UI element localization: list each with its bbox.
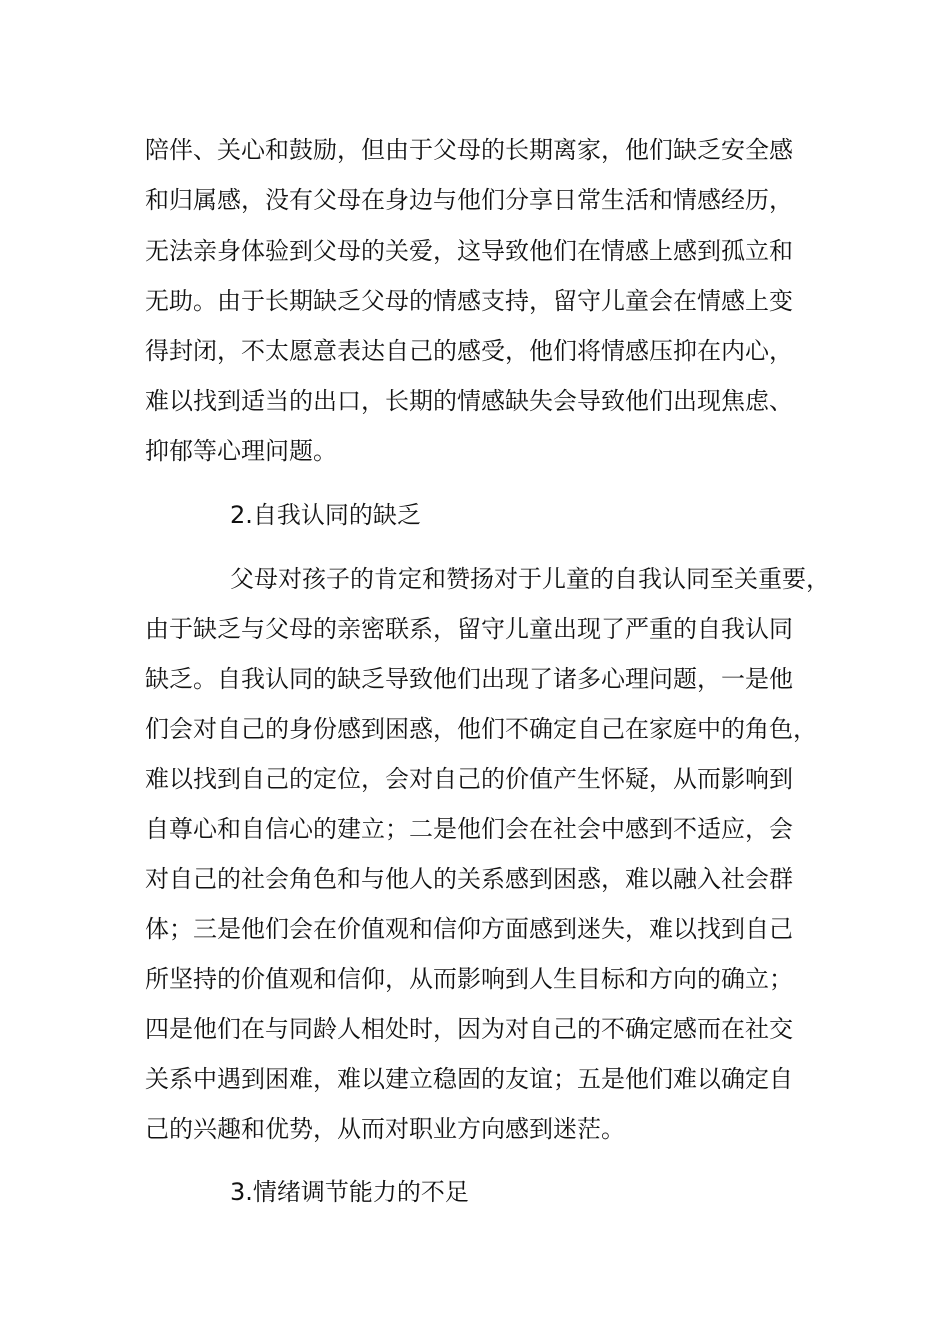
paragraph-line: 难以找到自己的定位，会对自己的价值产生怀疑，从而影响到 [145,765,793,793]
paragraph-line: 和归属感，没有父母在身边与他们分享日常生活和情感经历， [145,186,793,214]
paragraph-line: 父母对孩子的肯定和赞扬对于儿童的自我认同至关重要， [230,565,830,593]
paragraph-line: 由于缺乏与父母的亲密联系，留守儿童出现了严重的自我认同 [145,615,793,643]
paragraph-line: 得封闭，不太愿意表达自己的感受，他们将情感压抑在内心， [145,337,793,365]
paragraph-line: 己的兴趣和优势，从而对职业方向感到迷茫。 [145,1115,625,1143]
paragraph-line: 缺乏。自我认同的缺乏导致他们出现了诸多心理问题，一是他 [145,665,793,693]
paragraph-line: 难以找到适当的出口，长期的情感缺失会导致他们出现焦虑、 [145,387,793,415]
paragraph-line: 们会对自己的身份感到困惑，他们不确定自己在家庭中的角色， [145,715,817,743]
paragraph-line: 陪伴、关心和鼓励，但由于父母的长期离家，他们缺乏安全感 [145,136,793,164]
paragraph-line: 自尊心和自信心的建立；二是他们会在社会中感到不适应，会 [145,815,793,843]
section-heading-3: 3.情绪调节能力的不足 [230,1178,469,1206]
paragraph-line: 抑郁等心理问题。 [145,437,337,465]
paragraph-line: 四是他们在与同龄人相处时，因为对自己的不确定感而在社交 [145,1015,793,1043]
paragraph-line: 无助。由于长期缺乏父母的情感支持，留守儿童会在情感上变 [145,287,793,315]
paragraph-line: 对自己的社会角色和与他人的关系感到困惑，难以融入社会群 [145,865,793,893]
paragraph-line: 所坚持的价值观和信仰，从而影响到人生目标和方向的确立； [145,965,793,993]
paragraph-line: 体；三是他们会在价值观和信仰方面感到迷失，难以找到自己 [145,915,793,943]
section-heading-2: 2.自我认同的缺乏 [230,501,421,529]
paragraph-line: 关系中遇到困难，难以建立稳固的友谊；五是他们难以确定自 [145,1065,793,1093]
paragraph-line: 无法亲身体验到父母的关爱，这导致他们在情感上感到孤立和 [145,237,793,265]
